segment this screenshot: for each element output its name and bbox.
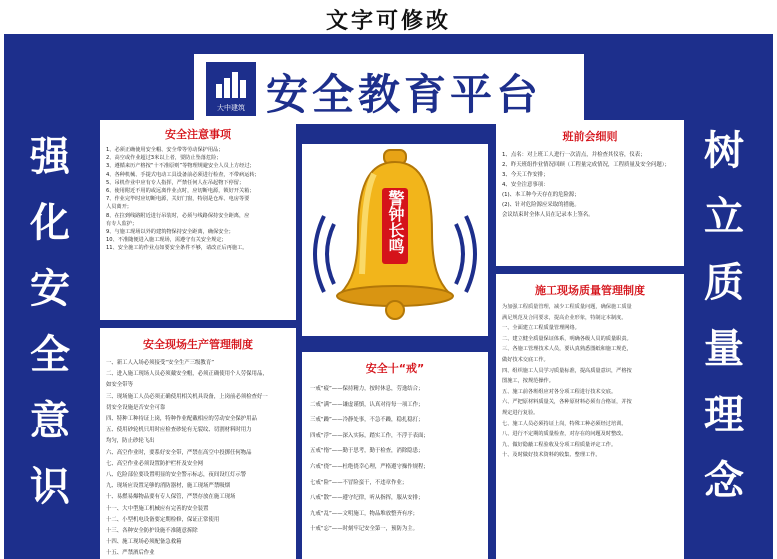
- ten-rules-title: 安全十“戒”: [365, 362, 425, 375]
- bell-text: 警钟长鸣: [386, 190, 405, 254]
- list-item: 切安全设施是否安全可靠: [106, 404, 166, 411]
- list-item: 十二、小型机电设备要定期检修，保证正常使用: [106, 516, 220, 523]
- list-item: 六、严把原材料质量关，各种原材料必须有合格证，并按: [502, 399, 632, 406]
- list-item: 十三、各种安全防护设施不准随意拆除: [106, 528, 198, 535]
- side-left-char: 识: [30, 464, 70, 510]
- bell-text-wrap: [382, 190, 408, 254]
- list-item: 人员离开；: [106, 204, 132, 211]
- list-item: 九、现场应设置足够的消防器材，施工现场严禁吸烟: [106, 483, 230, 490]
- intro-text: 满足规范及合同要求，提高企业形象，特制定本制度。: [502, 314, 627, 321]
- list-item: 六、高空作业时，要系好安全带，严禁在高空中投掷任何物品: [106, 449, 252, 456]
- list-item: 如安全带等: [106, 382, 133, 389]
- company-logo: [206, 62, 256, 116]
- side-left-char: 意: [30, 398, 70, 444]
- list-item: 五戒“惰”——勤于思考，勤于检查，消除隐患；: [310, 448, 424, 455]
- list-item: (1)、本工种今天存在的危险源；: [502, 192, 580, 198]
- list-item: 11、安全施工的作业点如要安全条件不够，请改正后再施工。: [106, 245, 248, 252]
- ten-rules-list: [302, 382, 488, 538]
- side-left-char: 强: [30, 134, 70, 180]
- list-item: 9、与施工现场以外的建筑物保持安全距离，确保安全；: [106, 229, 234, 236]
- list-item: 四、特种工种持证上岗，特种作业配戴相应的劳动安全保护用品: [106, 416, 257, 423]
- list-item: 1、点名：对上班工人进行一次清点，并检查其仪容，仪表；: [502, 152, 646, 158]
- list-item: 一、全面建立工程质量管理网络。: [502, 325, 580, 332]
- list-item: 十四、施工现场必须配备急救箱: [106, 539, 182, 546]
- list-item: 规定进行复验。: [502, 409, 539, 416]
- list-item: 3、今天工作安排；: [502, 172, 549, 178]
- blue-panel: [4, 34, 773, 559]
- title-bar: [194, 54, 584, 124]
- list-item: 四、组织施工人员学习质量标准，提高质量意识，严格按: [502, 367, 632, 374]
- list-item: 图施工，按规范操作。: [502, 378, 554, 385]
- list-item: (2)、针对危险源应采取的措施。: [502, 202, 580, 208]
- ten-rules-panel: [302, 352, 488, 559]
- logo-text: 大中建筑: [217, 104, 245, 112]
- side-right-char: 立: [704, 194, 744, 240]
- list-item: 十一、大中型施工机械应有完善的安全装置: [106, 505, 209, 512]
- list-item: 二、进入施工现场人员必须戴安全帽，必须正确使用个人劳保用品，: [106, 371, 268, 378]
- list-item: 七戒“险”——不冒险蛮干，不违章作业；: [310, 479, 408, 486]
- side-slogan-left: [22, 124, 78, 520]
- list-item: 三、各施工管理技术人员，要认真熟悉图纸和施工规范，: [502, 346, 632, 353]
- list-item: 三戒“躁”——冷静处事，不急不躁，稳扎稳打；: [310, 417, 424, 424]
- side-left-char: 安: [30, 266, 70, 312]
- list-item: 均匀，防止砂轮飞出: [106, 438, 155, 445]
- list-item: 七、高空作业必须设置防护栏杆及安全网: [106, 460, 204, 467]
- list-item: 2、高空或作业超过3米以上者，要防止坠落危险；: [106, 155, 222, 162]
- production-management-list: [100, 358, 296, 559]
- list-item: 五、使用砂轮机只用时应检查砂轮有无裂纹、切割材料时用力: [106, 427, 252, 434]
- list-item: 4、安全注意事项：: [502, 182, 549, 188]
- list-item: 八、危险部位要设置明显的安全警示标志，夜间设红灯示警: [106, 472, 247, 479]
- list-item: 十戒“忘”——时刻牢记安全第一，预防为主。: [310, 526, 419, 533]
- list-item: 八、进行不定期的质量检查，对存在的问题及时整改。: [502, 431, 627, 438]
- production-management-title: 安全现场生产管理制度: [143, 338, 253, 351]
- side-right-char: 理: [704, 392, 744, 438]
- side-left-char: 全: [30, 332, 70, 378]
- list-item: 3、遵循来历产格按“十不准原则”等物理规避安全人员上方经过；: [106, 163, 255, 170]
- page-title: 安全教育平台: [266, 70, 543, 119]
- safety-notes-panel: [100, 120, 296, 320]
- list-item: 5、吊机作业中应有专人指挥，严禁任何人在吊起物下停留；: [106, 179, 245, 186]
- list-item: 二、建立健全质量保证体系，明确各级人员的质量职责。: [502, 335, 632, 342]
- list-item: 6、使用附近不用的或远离作业点时，应切断电源，锁好开关箱；: [106, 188, 255, 195]
- list-item: 九、做好隐蔽工程验收及分项工程质量评定工作。: [502, 441, 617, 448]
- side-right-char: 念: [704, 458, 744, 504]
- shift-meeting-title: 班前会细则: [562, 130, 618, 143]
- list-item: 会议结束时全体人员在记录本上签名。: [502, 212, 594, 218]
- list-item: 七、施工人员必须持证上岗，特殊工种必须经过培训。: [502, 420, 627, 427]
- list-item: 2、昨天班组作业情况回顾（工程量完成情况，工程质量及安全问题）；: [502, 162, 670, 168]
- shift-meeting-panel: [496, 120, 684, 266]
- list-item: 三、现场施工人员必须正确使用相关机具设备，上岗前必须检查好一: [106, 393, 268, 400]
- top-banner: [0, 0, 777, 34]
- list-item: 九戒“乱”——文明施工，物品堆放整齐有序；: [310, 510, 419, 517]
- list-item: 7、作业完毕时应切断电源，关好门窗，特别是仓库、电房等要: [106, 196, 250, 203]
- quality-management-list: [496, 302, 684, 461]
- safety-notes-title: 安全注意事项: [165, 128, 231, 141]
- shift-meeting-list: [496, 150, 684, 220]
- production-management-panel: [100, 328, 296, 559]
- list-item: 10、不准随便进入施工现场，需遵守有关安全规定；: [106, 237, 227, 244]
- side-slogan-right: [696, 118, 752, 514]
- alarm-bell-panel: [302, 144, 488, 336]
- list-item: 二戒“满”——谦虚谨慎，认真对待每一项工作；: [310, 401, 424, 408]
- list-item: 十五、严禁酒后作业: [106, 550, 155, 557]
- list-item: 六戒“侥”——杜绝侥幸心理，严格遵守操作规程；: [310, 463, 429, 470]
- side-right-char: 树: [704, 128, 744, 174]
- list-item: 十、易燃易爆物品要有专人保管，严禁存放在施工现场: [106, 494, 236, 501]
- list-item: 一、新工人入场必须接受“安全生产三级教育”: [106, 360, 215, 366]
- list-item: 五、施工前各班组应对各分项工程进行技术交底。: [502, 388, 617, 395]
- quality-management-title: 施工现场质量管理制度: [535, 284, 645, 297]
- list-item: 一戒“疲”——保持精力，按时休息，劳逸结合；: [310, 386, 424, 392]
- list-item: 做好技术交底工作。: [502, 356, 549, 363]
- list-item: 十、及时做好技术资料的收集、整理工作。: [502, 452, 601, 459]
- list-item: 1、必须正确使用安全帽、安全带等劳动保护用品；: [106, 147, 224, 153]
- side-left-char: 化: [30, 200, 70, 246]
- top-banner-text: 文字可修改: [325, 9, 451, 34]
- intro-text: 为加强工程质量管理，减少工程质量问题，确保施工质量: [502, 304, 632, 310]
- list-item: 8、在拉到线路附近进行吊装时，必须与线路保持安全距离，应: [106, 212, 250, 219]
- building-bars-icon: [214, 70, 248, 100]
- side-right-char: 质: [704, 260, 744, 306]
- list-item: 4、各种机械、手提式电动工具设备前必须进行检查，不带病运转；: [106, 171, 260, 178]
- side-right-char: 量: [704, 326, 744, 372]
- list-item: 四戒“浮”——深入实际，踏实工作，不浮于表面；: [310, 432, 429, 439]
- list-item: 八戒“散”——遵守纪律，听从指挥，服从安排；: [310, 495, 424, 502]
- safety-notes-list: [100, 146, 296, 253]
- list-item: 有专人监护；: [106, 220, 138, 227]
- quality-management-panel: [496, 274, 684, 559]
